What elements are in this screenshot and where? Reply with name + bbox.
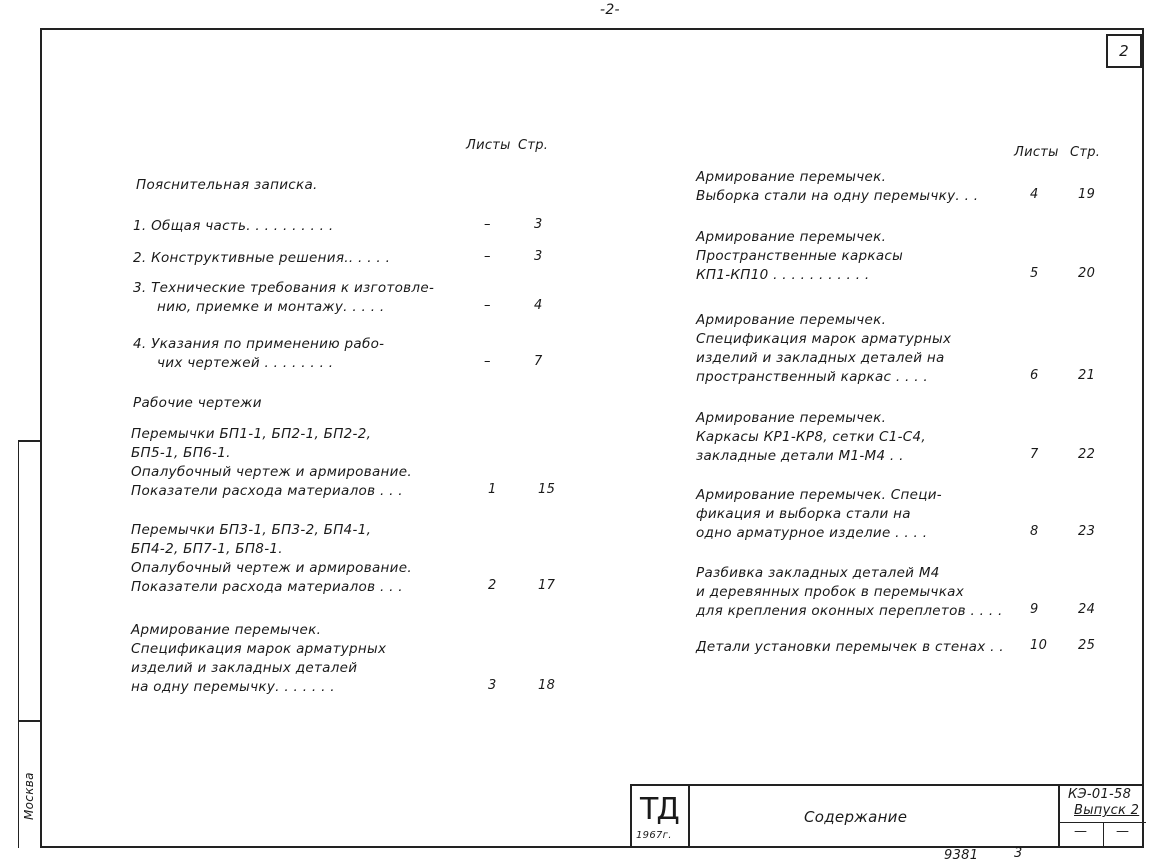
- entry-text-line: Армирование перемычек.: [696, 410, 887, 426]
- entry-text-line: Армирование перемычек.: [696, 229, 887, 245]
- entry-text-line: одно арматурное изделие . . . .: [696, 525, 928, 541]
- entry-text-line: Армирование перемычек.: [696, 312, 887, 328]
- contents-entry: [131, 521, 412, 597]
- right-header-pages: Стр.: [1070, 145, 1101, 160]
- entry-text-line: на одну перемычку. . . . . . .: [131, 679, 335, 695]
- entry-text-line: Армирование перемычек.: [696, 169, 887, 185]
- entry-sheet-number: 3: [488, 678, 497, 693]
- issue-number: Выпуск 2: [1074, 803, 1140, 818]
- document-title: Содержание: [804, 808, 908, 826]
- entry-sheet-number: 1: [488, 482, 497, 497]
- logo-text: ТД: [640, 792, 678, 827]
- entry-sheet-number: 6: [1030, 368, 1039, 383]
- entry-page-number: 7: [534, 354, 543, 369]
- page-marker: -2-: [600, 2, 620, 18]
- cell-right: —: [1116, 824, 1129, 839]
- contents-entry: [133, 217, 333, 236]
- stamp-city: Москва: [22, 772, 36, 820]
- entry-text-line: Армирование перемычек. Специ-: [696, 487, 942, 503]
- entry-text-line: Пространственные каркасы: [696, 248, 904, 264]
- entry-text-line: Показатели расхода материалов . . .: [131, 483, 403, 499]
- entry-page-number: 3: [534, 217, 543, 232]
- entry-text-line: 3. Технические требования к изготовле-: [133, 280, 435, 296]
- entry-text-line: фикация и выборка стали на: [696, 506, 911, 522]
- entry-text-line: Спецификация марок арматурных: [696, 331, 952, 347]
- section-title-working-drawings: Рабочие чертежи: [133, 395, 262, 411]
- entry-text-line: КП1-КП10 . . . . . . . . . . .: [696, 267, 870, 283]
- title-block: [630, 784, 1144, 848]
- entry-sheet-number: 8: [1030, 524, 1039, 539]
- entry-text-line: нию, приемке и монтажу. . . . .: [157, 299, 385, 315]
- entry-text-line: БП4-2, БП7-1, БП8-1.: [131, 541, 283, 557]
- entry-sheet-number: –: [484, 298, 491, 313]
- document-code-cell: [1058, 786, 1144, 848]
- entry-page-number: 21: [1078, 368, 1096, 383]
- organization-logo: [632, 786, 690, 848]
- entry-page-number: 25: [1078, 638, 1096, 653]
- entry-sheet-number: –: [484, 354, 491, 369]
- entry-text-line: чих чертежей . . . . . . . .: [157, 355, 334, 371]
- contents-entry: [696, 564, 1003, 621]
- entry-sheet-number: 7: [1030, 447, 1039, 462]
- entry-text-line: Опалубочный чертеж и армирование.: [131, 560, 412, 576]
- contents-entry: [696, 486, 942, 543]
- entry-sheet-number: 4: [1030, 187, 1039, 202]
- bottom-number: 3: [1014, 846, 1023, 861]
- entry-page-number: 19: [1078, 187, 1096, 202]
- entry-page-number: 24: [1078, 602, 1096, 617]
- entry-text-line: БП5-1, БП6-1.: [131, 445, 231, 461]
- entry-page-number: 17: [538, 578, 556, 593]
- entry-page-number: 4: [534, 298, 543, 313]
- cell-left: —: [1074, 824, 1087, 839]
- entry-text-line: 1. Общая часть. . . . . . . . . .: [133, 218, 334, 234]
- entry-text-line: и деревянных пробок в перемычках: [696, 584, 965, 600]
- section-title-explanatory-note: Пояснительная записка.: [136, 177, 318, 193]
- entry-sheet-number: –: [484, 249, 491, 264]
- entry-sheet-number: 9: [1030, 602, 1039, 617]
- entry-text-line: изделий и закладных деталей: [131, 660, 358, 676]
- contents-entry: [133, 335, 384, 373]
- sheet-number: 2: [1106, 34, 1142, 68]
- bottom-code: 9381: [944, 848, 979, 863]
- entry-text-line: для крепления оконных переплетов . . . .: [696, 603, 1003, 619]
- entry-text-line: пространственный каркас . . . .: [696, 369, 929, 385]
- entry-text-line: Перемычки БП3-1, БП3-2, БП4-1,: [131, 522, 372, 538]
- contents-entry: [696, 228, 903, 285]
- contents-entry: [696, 311, 951, 387]
- entry-page-number: 15: [538, 482, 556, 497]
- contents-entry: [133, 279, 434, 317]
- logo-year: 1967г.: [636, 830, 672, 841]
- entry-text-line: 4. Указания по применению рабо-: [133, 336, 385, 352]
- entry-text-line: закладные детали М1-М4 . .: [696, 448, 904, 464]
- contents-entry: [131, 425, 412, 501]
- contents-entry: [696, 168, 978, 206]
- entry-page-number: 23: [1078, 524, 1096, 539]
- entry-text-line: Показатели расхода материалов . . .: [131, 579, 403, 595]
- entry-text-line: Спецификация марок арматурных: [131, 641, 387, 657]
- entry-sheet-number: 10: [1030, 638, 1048, 653]
- entry-page-number: 18: [538, 678, 556, 693]
- entry-text-line: Каркасы КР1-КР8, сетки С1-С4,: [696, 429, 927, 445]
- entry-page-number: 22: [1078, 447, 1096, 462]
- entry-text-line: Детали установки перемычек в стенах . .: [696, 639, 1004, 655]
- entry-text-line: Перемычки БП1-1, БП2-1, БП2-2,: [131, 426, 372, 442]
- entry-text-line: Разбивка закладных деталей М4: [696, 565, 940, 581]
- entry-sheet-number: 2: [488, 578, 497, 593]
- left-header-sheets: Листы: [466, 138, 511, 153]
- document-code: КЭ-01-58: [1068, 787, 1132, 802]
- contents-entry: [133, 249, 390, 268]
- entry-sheet-number: –: [484, 217, 491, 232]
- entry-text-line: 2. Конструктивные решения.. . . . .: [133, 250, 391, 266]
- right-header-sheets: Листы: [1014, 145, 1059, 160]
- contents-entry: [696, 409, 926, 466]
- entry-page-number: 20: [1078, 266, 1096, 281]
- contents-entry: [696, 638, 1004, 657]
- entry-text-line: Армирование перемычек.: [131, 622, 322, 638]
- entry-text-line: изделий и закладных деталей на: [696, 350, 945, 366]
- entry-text-line: Опалубочный чертеж и армирование.: [131, 464, 412, 480]
- entry-page-number: 3: [534, 249, 543, 264]
- entry-sheet-number: 5: [1030, 266, 1039, 281]
- left-header-pages: Стр.: [518, 138, 549, 153]
- contents-entry: [131, 621, 386, 697]
- entry-text-line: Выборка стали на одну перемычку. . .: [696, 188, 979, 204]
